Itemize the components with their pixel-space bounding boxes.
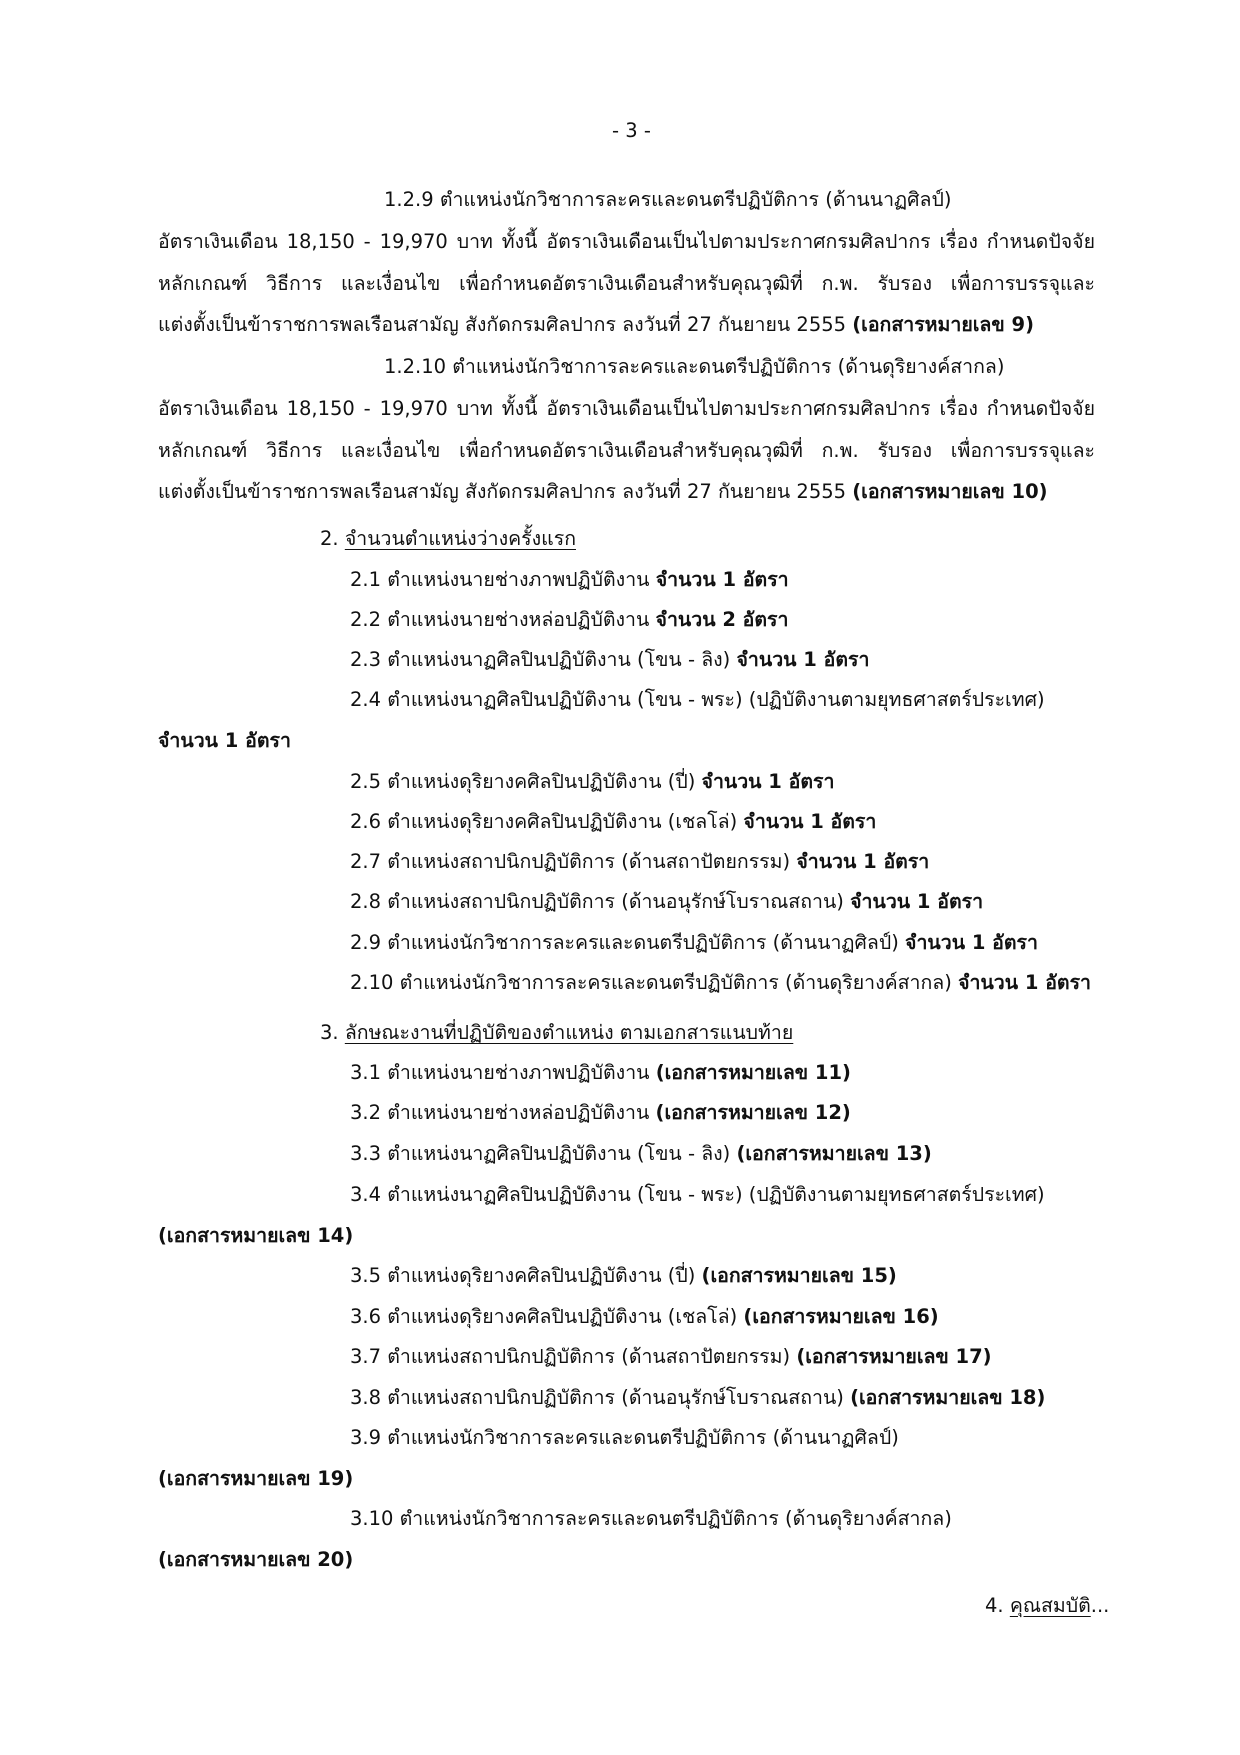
item-count: จำนวน 1 อัตรา [736, 648, 870, 671]
item-count: จำนวน 1 อัตรา [905, 931, 1038, 954]
section-3-item [350, 1181, 1045, 1209]
continuation-number: 4. [985, 1594, 1004, 1617]
item-text: 2.8 ตำแหน่งสถาปนิกปฏิบัติการ (ด้านอนุรักษ์โบราณสถาน) [350, 890, 844, 913]
section-1-2-9-doc-ref: (เอกสารหมายเลข 9) [852, 313, 1034, 336]
section-1-2-10-line-1: อัตราเงินเดือน 18,150 - 19,970 บาท ทั้งนี้ อัตราเงินเดือนเป็นไปตามประกาศกรมศิลปากร เรื่อง กำหนดปัจจัย [158, 397, 1095, 420]
item-doc-ref: (เอกสารหมายเลข 13) [736, 1142, 932, 1165]
next-page-continuation [985, 1592, 1109, 1620]
item-text: 3.9 ตำแหน่งนักวิชาการละครและดนตรีปฏิบัติการ (ด้านนาฏศิลป์) [350, 1426, 899, 1449]
item-text: 3.7 ตำแหน่งสถาปนิกปฏิบัติการ (ด้านสถาปัตยกรรม) [350, 1345, 791, 1368]
section-3-item [350, 1384, 1045, 1412]
section-3-item [350, 1424, 899, 1452]
item-doc-ref: (เอกสารหมายเลข 12) [655, 1101, 851, 1124]
item-text: 3.6 ตำแหน่งดุริยางคศิลปินปฏิบัติงาน (เชลโล่) [350, 1305, 738, 1328]
section-3-item [350, 1099, 851, 1127]
section-3-number: 3. [320, 1021, 339, 1044]
page-number: - 3 - [612, 119, 651, 142]
section-3-item-doc-ref-wrapped: (เอกสารหมายเลข 20) [158, 1548, 354, 1571]
section-2-item [350, 606, 788, 634]
item-text: 2.1 ตำแหน่งนายช่างภาพปฏิบัติงาน [350, 568, 650, 591]
item-text: 3.3 ตำแหน่งนาฏศิลปินปฏิบัติงาน (โขน - ลิง) [350, 1142, 731, 1165]
section-2-item [350, 808, 876, 836]
item-count: จำนวน 1 อัตรา [958, 971, 1091, 994]
section-2-heading [320, 525, 576, 553]
item-text: 2.5 ตำแหน่งดุริยางคศิลปินปฏิบัติงาน (ปี่) [350, 770, 696, 793]
section-2-title: จำนวนตำแหน่งว่างครั้งแรก [344, 527, 576, 550]
item-doc-ref: (เอกสารหมายเลข 11) [655, 1061, 851, 1084]
section-2-item [350, 848, 929, 876]
item-text: 3.10 ตำแหน่งนักวิชาการละครและดนตรีปฏิบัติการ (ด้านดุริยางค์สากล) [350, 1507, 952, 1530]
item-text: 3.2 ตำแหน่งนายช่างหล่อปฏิบัติงาน [350, 1101, 650, 1124]
item-count: จำนวน 1 อัตรา [850, 890, 984, 913]
item-doc-ref: (เอกสารหมายเลข 16) [743, 1305, 939, 1328]
item-text: 3.5 ตำแหน่งดุริยางคศิลปินปฏิบัติงาน (ปี่) [350, 1264, 696, 1287]
section-3-item [350, 1343, 992, 1371]
item-text: 2.2 ตำแหน่งนายช่างหล่อปฏิบัติงาน [350, 608, 650, 631]
section-3-item [350, 1059, 851, 1087]
section-1-2-10-doc-ref: (เอกสารหมายเลข 10) [852, 480, 1048, 503]
section-2-item [350, 969, 1091, 997]
section-3-heading [320, 1019, 793, 1047]
section-1-2-9-heading: 1.2.9 ตำแหน่งนักวิชาการละครและดนตรีปฏิบัติการ (ด้านนาฏศิลป์) [384, 188, 952, 211]
section-2-item [350, 929, 1038, 957]
item-count: จำนวน 2 อัตรา [655, 608, 789, 631]
item-text: 2.6 ตำแหน่งดุริยางคศิลปินปฏิบัติงาน (เชลโล่) [350, 810, 738, 833]
continuation-heading: คุณสมบัติ [1009, 1594, 1091, 1617]
item-text: 2.3 ตำแหน่งนาฏศิลปินปฏิบัติงาน (โขน - ลิง) [350, 648, 731, 671]
item-text: 3.4 ตำแหน่งนาฏศิลปินปฏิบัติงาน (โขน - พระ) (ปฏิบัติงานตามยุทธศาสตร์ประเทศ) [350, 1183, 1045, 1206]
section-1-2-10-line-3-text: แต่งตั้งเป็นข้าราชการพลเรือนสามัญ สังกัดกรมศิลปากร ลงวันที่ 27 กันยายน 2555 [158, 480, 847, 503]
section-3-item [350, 1262, 897, 1290]
continuation-ellipsis: ... [1090, 1594, 1110, 1617]
section-3-item-doc-ref-wrapped: (เอกสารหมายเลข 14) [158, 1224, 354, 1247]
section-2-item [350, 646, 869, 674]
item-text: 3.8 ตำแหน่งสถาปนิกปฏิบัติการ (ด้านอนุรักษ์โบราณสถาน) [350, 1386, 844, 1409]
section-1-2-10-line-3 [158, 478, 1048, 506]
item-count: จำนวน 1 อัตรา [655, 568, 789, 591]
section-3-item [350, 1140, 932, 1168]
section-2-number: 2. [320, 527, 339, 550]
section-2-item [350, 566, 789, 594]
section-1-2-10-line-2: หลักเกณฑ์ วิธีการ และเงื่อนไข เพื่อกำหนดอัตราเงินเดือนสำหรับคุณวุฒิที่ ก.พ. รับรอง เพื่อการบรรจุและ [158, 439, 1095, 462]
section-2-item [350, 888, 983, 916]
item-text: 2.9 ตำแหน่งนักวิชาการละครและดนตรีปฏิบัติการ (ด้านนาฏศิลป์) [350, 931, 899, 954]
item-count: จำนวน 1 อัตรา [701, 770, 835, 793]
item-doc-ref: (เอกสารหมายเลข 17) [796, 1345, 992, 1368]
section-3-title: ลักษณะงานที่ปฏิบัติของตำแหน่ง ตามเอกสารแนบท้าย [344, 1021, 794, 1044]
section-3-item [350, 1303, 939, 1331]
section-1-2-9-line-1: อัตราเงินเดือน 18,150 - 19,970 บาท ทั้งนี้ อัตราเงินเดือนเป็นไปตามประกาศกรมศิลปากร เรื่อง กำหนดปัจจัย [158, 230, 1095, 253]
section-3-item-doc-ref-wrapped: (เอกสารหมายเลข 19) [158, 1467, 354, 1490]
item-count: จำนวน 1 อัตรา [743, 810, 877, 833]
item-text: 2.7 ตำแหน่งสถาปนิกปฏิบัติการ (ด้านสถาปัตยกรรม) [350, 850, 791, 873]
section-2-item-count-wrapped: จำนวน 1 อัตรา [158, 729, 291, 752]
item-text: 2.10 ตำแหน่งนักวิชาการละครและดนตรีปฏิบัติการ (ด้านดุริยางค์สากล) [350, 971, 952, 994]
section-1-2-9-line-3-text: แต่งตั้งเป็นข้าราชการพลเรือนสามัญ สังกัดกรมศิลปากร ลงวันที่ 27 กันยายน 2555 [158, 313, 847, 336]
item-doc-ref: (เอกสารหมายเลข 18) [850, 1386, 1046, 1409]
item-text: 3.1 ตำแหน่งนายช่างภาพปฏิบัติงาน [350, 1061, 650, 1084]
section-1-2-9-line-3 [158, 311, 1034, 339]
section-2-item [350, 686, 1045, 714]
section-2-item [350, 768, 834, 796]
item-doc-ref: (เอกสารหมายเลข 15) [701, 1264, 897, 1287]
section-1-2-10-heading: 1.2.10 ตำแหน่งนักวิชาการละครและดนตรีปฏิบัติการ (ด้านดุริยางค์สากล) [384, 355, 1005, 378]
section-1-2-9-line-2: หลักเกณฑ์ วิธีการ และเงื่อนไข เพื่อกำหนดอัตราเงินเดือนสำหรับคุณวุฒิที่ ก.พ. รับรอง เพื่อการบรรจุและ [158, 272, 1095, 295]
section-3-item [350, 1505, 952, 1533]
item-count: จำนวน 1 อัตรา [796, 850, 930, 873]
item-text: 2.4 ตำแหน่งนาฏศิลปินปฏิบัติงาน (โขน - พระ) (ปฏิบัติงานตามยุทธศาสตร์ประเทศ) [350, 688, 1045, 711]
